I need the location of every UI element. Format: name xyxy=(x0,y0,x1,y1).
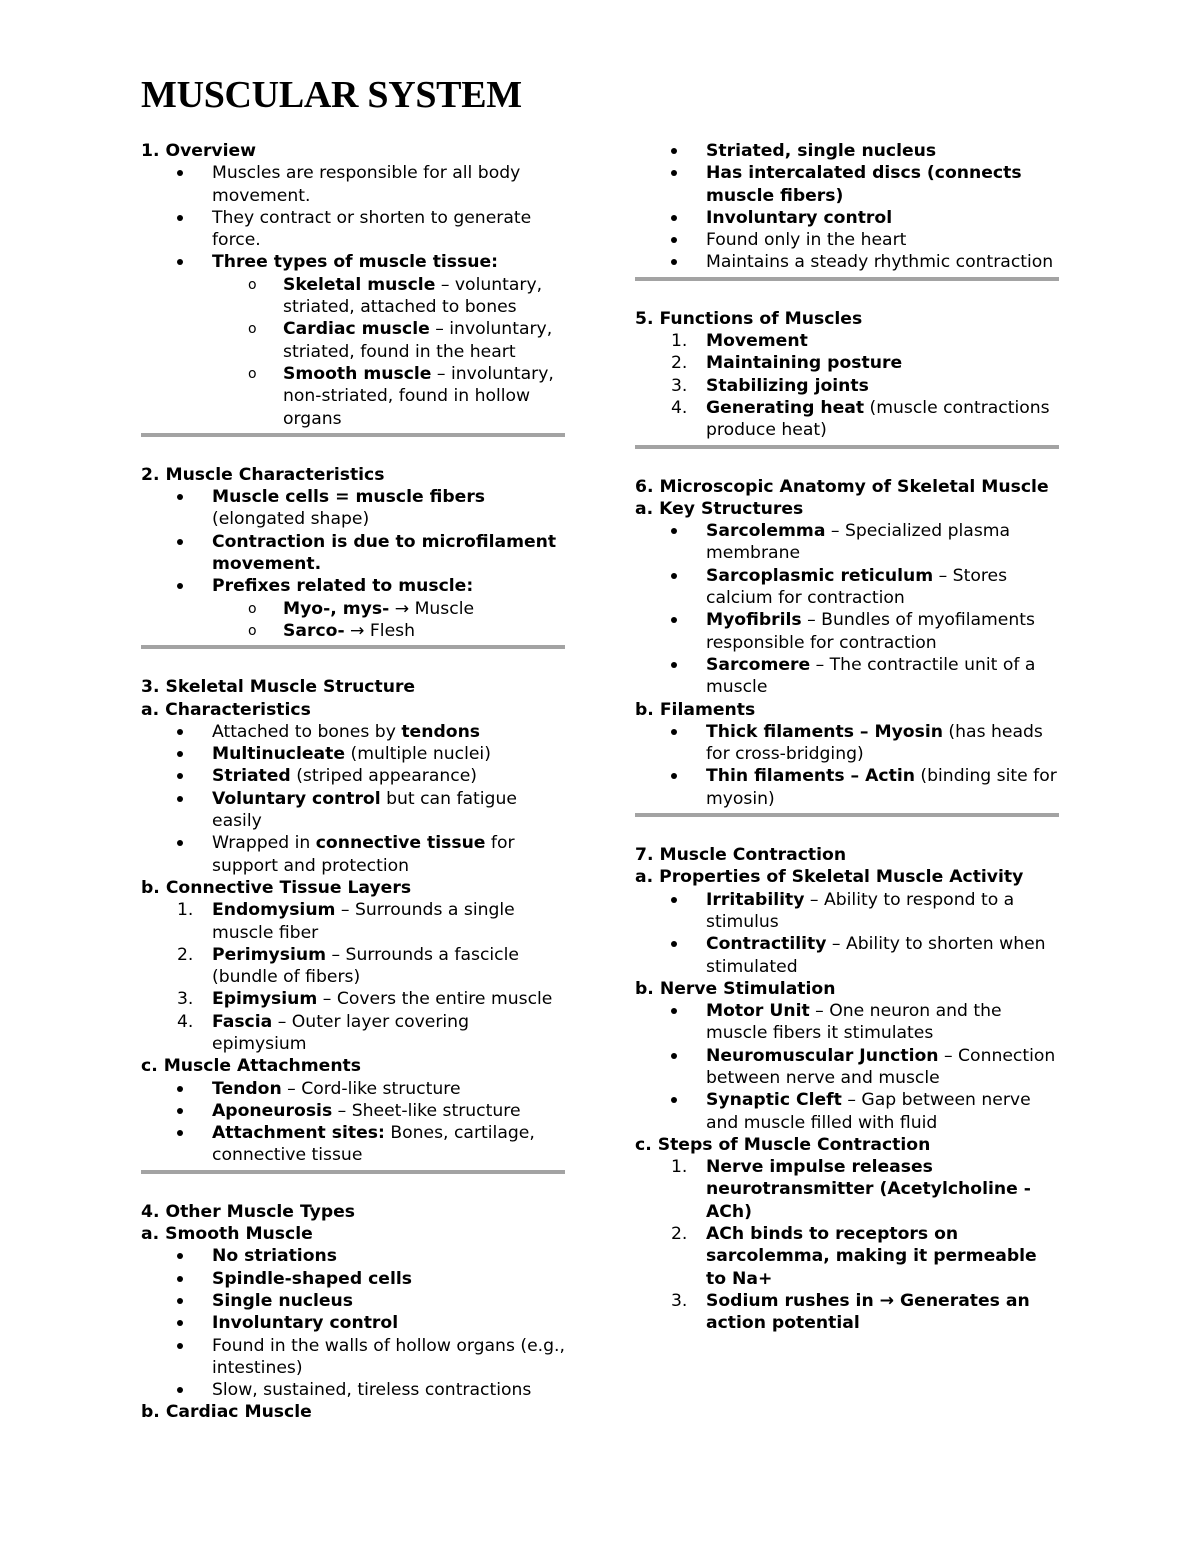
section-heading: 2. Muscle Characteristics xyxy=(141,464,385,485)
list-item xyxy=(141,832,565,877)
text: Wrapped in xyxy=(212,833,316,854)
definition: – Surrounds a fascicle (bundle of fibers) xyxy=(212,944,519,988)
list-item xyxy=(141,944,565,989)
definition: – Surrounds a single muscle fiber xyxy=(212,900,515,943)
term: tendons xyxy=(401,721,481,742)
subsection-heading: a. Properties of Skeletal Muscle Activity xyxy=(635,867,1024,888)
term: Sarco- xyxy=(283,620,345,641)
definition: – One neuron and the muscle fibers it stimulates xyxy=(706,1001,1002,1044)
term: Sarcolemma xyxy=(706,521,826,542)
section-functions-of-muscles xyxy=(635,308,1059,449)
list-item xyxy=(141,721,565,743)
list-item xyxy=(141,1011,565,1056)
list-item xyxy=(141,486,565,531)
right-column xyxy=(635,140,1059,1335)
list-item xyxy=(635,352,1059,374)
list-number: 4. xyxy=(671,397,688,418)
definition: – Stores calcium for contraction xyxy=(706,565,1008,609)
bullet-list xyxy=(141,1078,565,1167)
subsection-heading: b. Connective Tissue Layers xyxy=(141,877,412,898)
list-item xyxy=(635,397,1059,442)
list-item xyxy=(635,330,1059,352)
term: Voluntary control xyxy=(212,788,381,809)
list-item xyxy=(141,899,565,944)
subsection-heading: a. Smooth Muscle xyxy=(141,1224,313,1245)
sub-list-item xyxy=(141,620,565,642)
list-number: 3. xyxy=(177,989,194,1010)
definition: – Sheet-like structure xyxy=(332,1100,521,1121)
definition: (muscle contractions produce heat) xyxy=(706,397,1050,441)
term: Smooth muscle xyxy=(283,363,432,384)
list-item xyxy=(635,520,1059,565)
term: Fascia xyxy=(212,1011,273,1032)
list-item xyxy=(635,1000,1059,1045)
list-item xyxy=(141,1122,565,1167)
definition: – involuntary, striated, found in the heart xyxy=(283,319,553,362)
definition: Bones, cartilage, connective tissue xyxy=(212,1123,535,1166)
item-text: Movement xyxy=(706,331,808,352)
text: Attached to bones by xyxy=(212,721,402,742)
definition: → Muscle xyxy=(389,598,475,619)
list-item xyxy=(635,1089,1059,1134)
section-divider xyxy=(635,277,1059,281)
section-muscle-contraction xyxy=(635,844,1059,1335)
list-number: 1. xyxy=(177,900,194,921)
list-number: 2. xyxy=(671,1224,688,1245)
definition: (elongated shape) xyxy=(212,509,370,530)
list-number: 3. xyxy=(671,375,688,396)
list-item xyxy=(141,1078,565,1100)
definition: (multiple nuclei) xyxy=(345,744,491,765)
term: Myofibrils xyxy=(706,610,802,631)
list-item: They contract or shorten to generate force. xyxy=(141,207,565,252)
list-item: Three types of muscle tissue: xyxy=(141,251,565,273)
section-divider xyxy=(635,813,1059,817)
left-column xyxy=(141,140,565,1424)
section-other-muscle-types xyxy=(141,1201,565,1424)
bullet-list xyxy=(635,889,1059,978)
bullet-list xyxy=(635,721,1059,810)
term: Thin filaments – Actin xyxy=(706,766,915,787)
item-text: Nerve impulse releases neurotransmitter (Acetylcholine - ACh) xyxy=(706,1157,1031,1222)
bullet-list xyxy=(635,140,1059,274)
term: Synaptic Cleft xyxy=(706,1090,842,1111)
list-item xyxy=(141,1100,565,1122)
term: Sarcoplasmic reticulum xyxy=(706,565,934,586)
sub-list-item xyxy=(141,274,565,319)
section-heading: 7. Muscle Contraction xyxy=(635,845,847,866)
bullet-list xyxy=(141,486,565,642)
list-item: Has intercalated discs (connects muscle fibers) xyxy=(635,162,1059,207)
term: Generating heat xyxy=(706,397,865,418)
definition: (binding site for myosin) xyxy=(706,766,1057,809)
list-item xyxy=(635,1156,1059,1223)
section-heading: 5. Functions of Muscles xyxy=(635,308,863,329)
term: Motor Unit xyxy=(706,1001,810,1022)
list-item: No striations xyxy=(141,1245,565,1267)
list-item xyxy=(635,375,1059,397)
list-number: 1. xyxy=(671,331,688,352)
section-heading: 3. Skeletal Muscle Structure xyxy=(141,677,416,698)
bullet-list xyxy=(141,162,565,430)
definition: – Cord-like structure xyxy=(281,1078,461,1099)
section-divider xyxy=(141,645,565,649)
section-divider xyxy=(141,433,565,437)
page-title: MUSCULAR SYSTEM xyxy=(141,74,522,116)
definition: – Ability to respond to a stimulus xyxy=(706,889,1015,932)
list-item: Prefixes related to muscle: xyxy=(141,575,565,597)
subsection-heading: c. Muscle Attachments xyxy=(141,1056,361,1077)
term: Epimysium xyxy=(212,989,318,1010)
definition: → Flesh xyxy=(344,620,416,641)
section-microscopic-anatomy xyxy=(635,476,1059,817)
term: Tendon xyxy=(212,1078,282,1099)
section-heading: 1. Overview xyxy=(141,141,257,161)
item-text: Sodium rushes in → Generates an action potential xyxy=(706,1290,1030,1334)
list-number: 3. xyxy=(671,1290,688,1311)
term: connective tissue xyxy=(315,833,486,854)
list-item xyxy=(141,988,565,1010)
term: Multinucleate xyxy=(212,744,346,765)
item-text: Stabilizing joints xyxy=(706,375,869,396)
list-item: Single nucleus xyxy=(141,1290,565,1312)
list-number: 2. xyxy=(177,944,194,965)
section-divider xyxy=(141,1170,565,1174)
list-item xyxy=(635,1223,1059,1290)
definition: but can fatigue easily xyxy=(212,788,517,832)
item-text: Maintaining posture xyxy=(706,353,903,374)
term: Attachment sites: xyxy=(212,1123,385,1144)
list-item: Slow, sustained, tireless contractions xyxy=(141,1379,565,1401)
list-item: Spindle-shaped cells xyxy=(141,1268,565,1290)
list-item xyxy=(141,765,565,787)
term: Myo-, mys- xyxy=(283,598,390,619)
term: Irritability xyxy=(706,889,805,910)
subsection-heading: b. Nerve Stimulation xyxy=(635,978,836,999)
term: Perimysium xyxy=(212,944,327,965)
section-heading: 6. Microscopic Anatomy of Skeletal Muscle xyxy=(635,476,1049,497)
list-item: Striated, single nucleus xyxy=(635,140,1059,162)
numbered-list xyxy=(141,899,565,1055)
definition: – Ability to shorten when stimulated xyxy=(706,934,1046,977)
list-item: Found in the walls of hollow organs (e.g., intestines) xyxy=(141,1335,565,1380)
term: Neuromuscular Junction xyxy=(706,1045,939,1066)
list-item xyxy=(141,788,565,833)
sub-list-item xyxy=(141,598,565,620)
definition: – The contractile unit of a muscle xyxy=(706,654,1036,698)
text: for support and protection xyxy=(212,833,515,876)
subsection-heading: b. Cardiac Muscle xyxy=(141,1402,312,1423)
term: Endomysium xyxy=(212,900,336,921)
list-item: Maintains a steady rhythmic contraction xyxy=(635,251,1059,273)
list-item xyxy=(635,565,1059,610)
bullet-list xyxy=(635,520,1059,698)
list-number: 1. xyxy=(671,1157,688,1178)
list-item xyxy=(635,933,1059,978)
term: Cardiac muscle xyxy=(283,319,430,340)
list-item xyxy=(635,1290,1059,1335)
item-text: ACh binds to receptors on sarcolemma, making it permeable to Na+ xyxy=(706,1224,1037,1289)
numbered-list xyxy=(635,330,1059,441)
definition: – Outer layer covering epimysium xyxy=(212,1011,469,1054)
section-cardiac-muscle-continued xyxy=(635,140,1059,281)
term: Skeletal muscle xyxy=(283,274,436,295)
definition: (striped appearance) xyxy=(290,766,477,787)
sub-list-item xyxy=(141,363,565,430)
list-item: Found only in the heart xyxy=(635,229,1059,251)
list-item: Contraction is due to microfilament movement. xyxy=(141,531,565,576)
numbered-list xyxy=(635,1156,1059,1334)
definition: – Gap between nerve and muscle filled with fluid xyxy=(706,1090,1031,1133)
definition: – involuntary, non-striated, found in hollow organs xyxy=(283,363,554,429)
sub-list-item xyxy=(141,318,565,363)
bullet-list xyxy=(141,721,565,877)
bullet-list xyxy=(635,1000,1059,1134)
list-item xyxy=(635,765,1059,810)
bullet-list xyxy=(141,1245,565,1401)
list-item: Muscles are responsible for all body movement. xyxy=(141,162,565,207)
list-item xyxy=(635,889,1059,934)
list-item xyxy=(635,721,1059,766)
term: Aponeurosis xyxy=(212,1100,333,1121)
definition: – Bundles of myofilaments responsible for contraction xyxy=(706,610,1035,653)
subsection-heading: c. Steps of Muscle Contraction xyxy=(635,1134,931,1155)
term: Thick filaments – Myosin xyxy=(706,721,943,742)
list-item: Involuntary control xyxy=(141,1312,565,1334)
definition: – voluntary, striated, attached to bones xyxy=(283,274,543,318)
list-number: 2. xyxy=(671,353,688,374)
list-item xyxy=(635,1045,1059,1090)
definition: – Specialized plasma membrane xyxy=(706,521,1011,564)
term: Sarcomere xyxy=(706,654,811,675)
definition: – Connection between nerve and muscle xyxy=(706,1045,1056,1088)
term: Muscle cells = muscle fibers xyxy=(212,487,486,508)
subsection-heading: a. Key Structures xyxy=(635,498,804,519)
section-heading: 4. Other Muscle Types xyxy=(141,1201,356,1222)
term: Striated xyxy=(212,766,291,787)
list-item: Involuntary control xyxy=(635,207,1059,229)
section-overview xyxy=(141,140,565,437)
list-item xyxy=(635,609,1059,654)
subsection-heading: a. Characteristics xyxy=(141,699,311,720)
definition: – Covers the entire muscle xyxy=(317,989,553,1010)
section-divider xyxy=(635,445,1059,449)
section-skeletal-muscle-structure xyxy=(141,676,565,1174)
definition: (has heads for cross-bridging) xyxy=(706,721,1043,765)
list-item xyxy=(141,743,565,765)
list-number: 4. xyxy=(177,1011,194,1032)
list-item xyxy=(635,654,1059,699)
subsection-heading: b. Filaments xyxy=(635,699,756,720)
term: Contractility xyxy=(706,934,827,955)
section-muscle-characteristics xyxy=(141,464,565,649)
